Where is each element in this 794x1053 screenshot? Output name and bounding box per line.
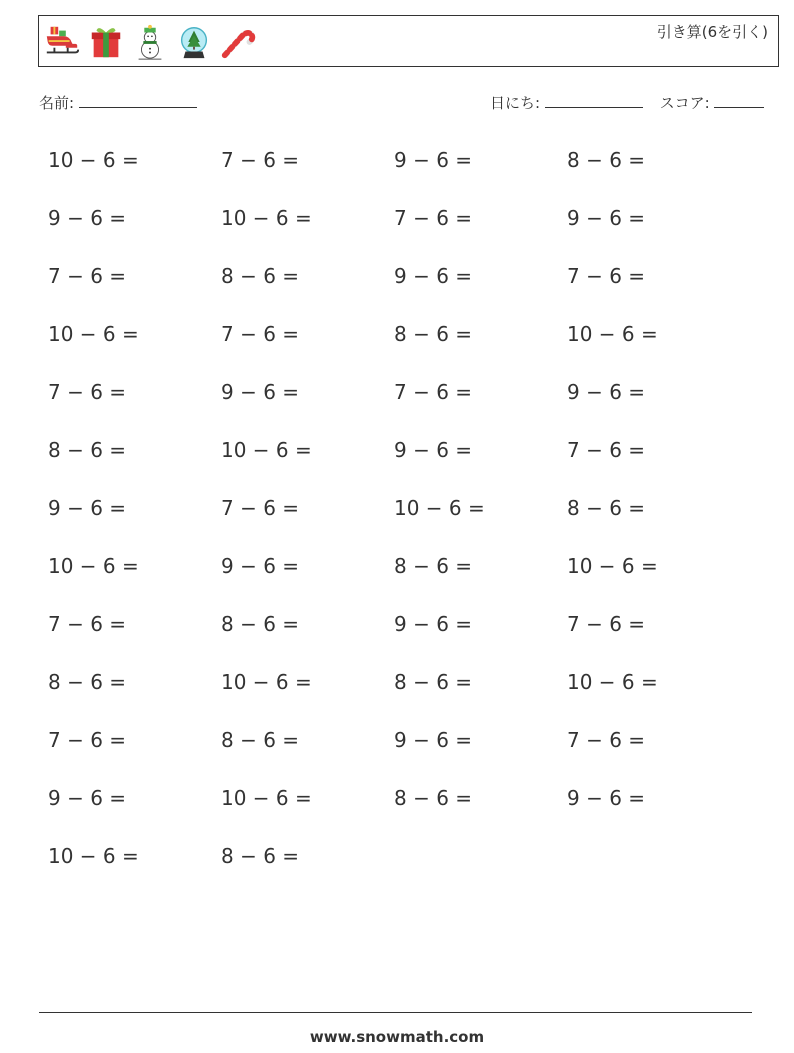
problem-item: 10 − 6 = (48, 554, 139, 578)
problem-item: 7 − 6 = (48, 380, 127, 404)
gift-icon (87, 23, 125, 61)
problem-item: 9 − 6 = (567, 786, 646, 810)
problem-item: 10 − 6 = (394, 496, 485, 520)
problem-item: 10 − 6 = (567, 322, 658, 346)
problem-item: 10 − 6 = (48, 844, 139, 868)
problem-item: 7 − 6 = (567, 612, 646, 636)
problem-item: 7 − 6 = (221, 496, 300, 520)
problem-item: 7 − 6 = (567, 728, 646, 752)
problem-item: 7 − 6 = (48, 612, 127, 636)
date-score-field (490, 92, 764, 113)
problem-item: 8 − 6 = (394, 322, 473, 346)
problem-item: 8 − 6 = (48, 438, 127, 462)
problem-item: 10 − 6 = (221, 786, 312, 810)
problem-item: 9 − 6 = (394, 728, 473, 752)
problem-item: 8 − 6 = (567, 496, 646, 520)
problem-item: 10 − 6 = (221, 670, 312, 694)
problem-item: 7 − 6 = (48, 728, 127, 752)
header-icons (43, 22, 257, 62)
problem-item: 7 − 6 = (48, 264, 127, 288)
score-label: スコア: (659, 94, 710, 112)
problem-item: 10 − 6 = (221, 206, 312, 230)
snowman-icon (131, 23, 169, 61)
score-blank[interactable] (714, 93, 764, 108)
problem-item: 7 − 6 = (567, 264, 646, 288)
problem-item: 9 − 6 = (567, 206, 646, 230)
problem-item: 7 − 6 = (221, 322, 300, 346)
problem-item: 10 − 6 = (567, 554, 658, 578)
problem-item: 9 − 6 = (567, 380, 646, 404)
problem-item: 8 − 6 = (221, 844, 300, 868)
problem-item: 9 − 6 = (394, 264, 473, 288)
problem-item: 9 − 6 = (394, 148, 473, 172)
problem-item: 10 − 6 = (567, 670, 658, 694)
problem-item: 8 − 6 = (394, 786, 473, 810)
problem-item: 10 − 6 = (48, 148, 139, 172)
problem-item: 9 − 6 = (221, 554, 300, 578)
date-label: 日にち: (490, 94, 541, 112)
problem-item: 8 − 6 = (221, 264, 300, 288)
problem-item: 10 − 6 = (221, 438, 312, 462)
footer-divider (39, 1012, 752, 1013)
problem-item: 8 − 6 = (48, 670, 127, 694)
problem-item: 9 − 6 = (221, 380, 300, 404)
snow-globe-icon (175, 23, 213, 61)
problem-item: 9 − 6 = (48, 786, 127, 810)
problem-item: 10 − 6 = (48, 322, 139, 346)
candy-cane-icon (219, 23, 257, 61)
problem-item: 8 − 6 = (221, 728, 300, 752)
problem-item: 9 − 6 = (48, 206, 127, 230)
problem-item: 9 − 6 = (394, 612, 473, 636)
name-label: 名前: (39, 94, 75, 112)
problem-item: 7 − 6 = (394, 206, 473, 230)
problem-item: 9 − 6 = (48, 496, 127, 520)
problem-item: 8 − 6 = (221, 612, 300, 636)
problem-item: 9 − 6 = (394, 438, 473, 462)
problem-item: 7 − 6 = (567, 438, 646, 462)
problem-item: 7 − 6 = (394, 380, 473, 404)
problem-item: 8 − 6 = (394, 670, 473, 694)
problem-item: 8 − 6 = (394, 554, 473, 578)
problem-item: 7 − 6 = (221, 148, 300, 172)
worksheet-header (38, 15, 779, 67)
problem-item: 8 − 6 = (567, 148, 646, 172)
sleigh-icon (43, 23, 81, 61)
name-field (39, 92, 197, 113)
worksheet-title: 引き算(6を引く) (656, 23, 768, 41)
footer-url: www.snowmath.com (309, 1028, 485, 1046)
date-blank[interactable] (545, 93, 643, 108)
name-blank[interactable] (79, 93, 197, 108)
